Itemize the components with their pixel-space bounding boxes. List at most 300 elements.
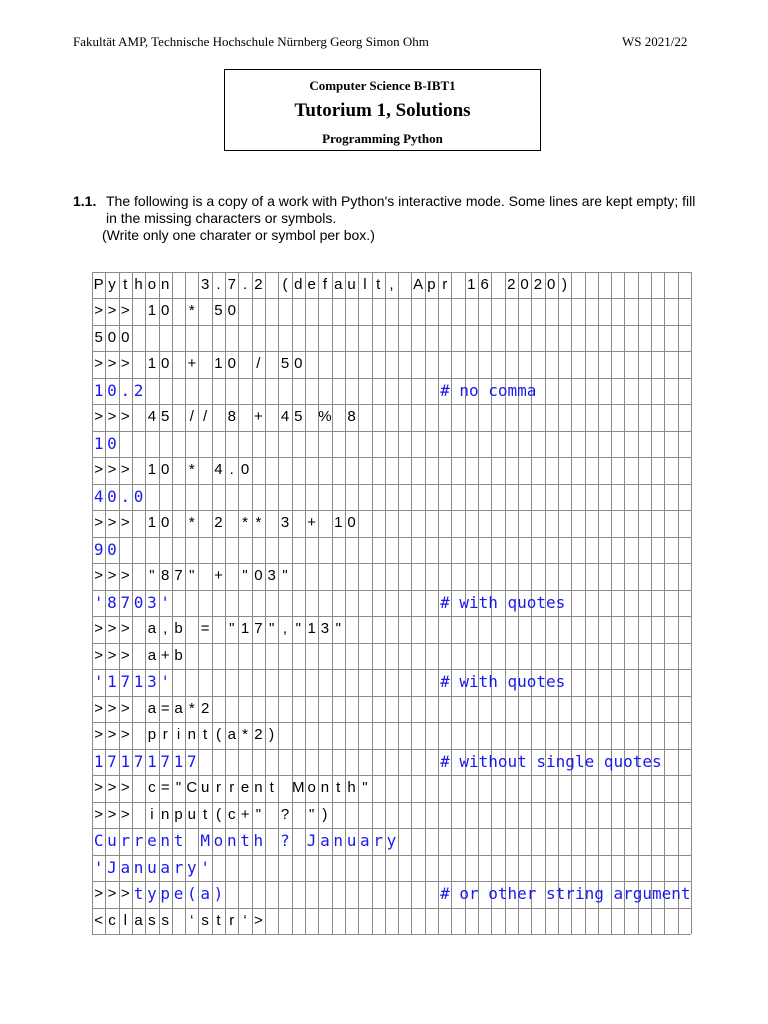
grid-char: 1 [467, 276, 476, 293]
grid-char: C [186, 779, 198, 797]
solution-char: M [200, 831, 210, 851]
grid-char: c [108, 911, 116, 929]
grid-char: p [147, 726, 157, 744]
solution-char: 1 [173, 751, 184, 771]
grid-char: 7 [227, 276, 236, 293]
grid-char: 3 [320, 620, 330, 638]
grid-char: i [176, 726, 181, 744]
grid-char: > [120, 514, 130, 532]
grid-char: b [174, 620, 183, 638]
solution-char: ' [200, 857, 210, 877]
solution-char: 1 [107, 672, 117, 692]
grid-char: ( [282, 276, 288, 293]
console-row [92, 881, 691, 907]
solution-char: 1 [93, 751, 104, 771]
grid-char: a [147, 646, 157, 664]
header-institution: Fakultät AMP, Technische Hochschule Nürnberg Georg Simon Ohm [73, 34, 429, 49]
grid-char: a [134, 911, 143, 929]
grid-char: 0 [254, 567, 263, 585]
grid-char: " [149, 567, 155, 585]
grid-char: r [442, 276, 448, 293]
solution-char: n [160, 831, 171, 851]
solution-char: C [93, 831, 104, 851]
grid-char: u [347, 276, 356, 293]
solution-char: 4 [93, 486, 104, 506]
grid-char: > [107, 805, 117, 823]
solution-char: a [360, 831, 370, 851]
grid-char: 1 [147, 302, 157, 320]
grid-char: 5 [214, 302, 223, 320]
grid-char: n [187, 726, 196, 744]
grid-char: t [376, 276, 381, 293]
document-title: Tutorium 1, Solutions [294, 100, 471, 121]
grid-char: 6 [480, 276, 489, 293]
grid-char: a [147, 699, 157, 717]
grid-char: e [240, 779, 250, 797]
grid-char: " [282, 567, 288, 585]
grid-char: " [269, 620, 275, 638]
grid-char: * [188, 461, 195, 479]
grid-char: c [148, 779, 156, 797]
grid-char: > [94, 355, 104, 373]
answer-grid [92, 272, 691, 934]
grid-char: a [334, 276, 343, 293]
grid-char: > [107, 461, 117, 479]
grid-char: 0 [161, 302, 170, 320]
grid-char: 1 [214, 355, 223, 373]
solution-char: 7 [120, 672, 131, 692]
solution-char: J [107, 857, 117, 877]
solution-char: a [160, 857, 171, 877]
solution-char: u [107, 831, 117, 851]
grid-char: " [175, 779, 182, 797]
solution-char: 0 [107, 433, 117, 453]
grid-char: " [295, 620, 301, 638]
grid-char: > [94, 461, 104, 479]
grid-char: 2 [254, 276, 263, 293]
grid-char: + [240, 805, 250, 823]
grid-char: . [242, 276, 248, 293]
grid-char: > [253, 911, 263, 929]
grid-char: " [308, 805, 315, 823]
grid-char: > [120, 726, 130, 744]
grid-char: t [123, 276, 128, 293]
grid-char: n [161, 805, 170, 823]
grid-char: o [147, 276, 157, 293]
grid-char: * [242, 514, 248, 532]
grid-char: = [160, 699, 170, 717]
solution-char: u [346, 831, 357, 851]
grid-char: * [188, 699, 195, 717]
grid-char: c [228, 805, 236, 823]
solution-char: a [120, 857, 131, 877]
grid-char: , [163, 620, 168, 638]
solution-char: . [120, 380, 131, 400]
console-row [92, 510, 691, 536]
solution-char: u [147, 857, 157, 877]
grid-char: 1 [240, 620, 250, 638]
grid-char: > [107, 726, 117, 744]
grid-char: ‘ [190, 911, 194, 929]
grid-char: > [120, 408, 130, 426]
solution-char: ' [93, 672, 104, 692]
grid-char: ( [215, 726, 221, 744]
grid-char: + [307, 514, 316, 532]
grid-char: 0 [121, 328, 130, 346]
grid-char: 0 [161, 514, 170, 532]
grid-char: r [229, 779, 235, 797]
solution-char: o [213, 831, 224, 851]
solution-char: ' [160, 672, 171, 692]
grid-char: > [94, 514, 104, 532]
grid-char: " [362, 779, 368, 797]
solution-comment: # without single quotes [440, 751, 662, 771]
solution-char: 7 [160, 751, 171, 771]
console-row [92, 298, 691, 324]
solution-row [92, 669, 691, 695]
solution-char: t [240, 831, 250, 851]
grid-char: % [318, 408, 332, 426]
grid-char: > [107, 355, 117, 373]
console-row [92, 325, 691, 351]
grid-vline [691, 272, 692, 934]
grid-char: e [307, 276, 316, 293]
solution-row [92, 749, 691, 775]
grid-char: > [94, 885, 104, 903]
grid-char: 0 [161, 355, 170, 373]
grid-char: 2 [214, 514, 223, 532]
grid-char: > [120, 567, 130, 585]
solution-char: t [133, 884, 144, 904]
solution-char: . [120, 486, 131, 506]
grid-char: > [107, 514, 117, 532]
grid-char: r [162, 726, 168, 744]
grid-char: > [94, 620, 104, 638]
solution-char: a [320, 831, 330, 851]
grid-char: > [107, 885, 117, 903]
console-row [92, 908, 691, 934]
grid-char: h [134, 276, 143, 293]
grid-char: / [203, 408, 208, 426]
document-subtitle: Programming Python [322, 131, 443, 146]
solution-char: r [173, 857, 184, 877]
solution-char: y [187, 857, 197, 877]
grid-char: 2 [507, 276, 516, 293]
console-row [92, 272, 691, 298]
grid-char: t [203, 805, 208, 823]
grid-char: 5 [161, 408, 170, 426]
grid-char: + [160, 646, 170, 664]
grid-char: / [189, 408, 194, 426]
console-row [92, 802, 691, 828]
task-note: (Write only one charater or symbol per box.) [102, 227, 375, 243]
grid-char: 0 [227, 355, 236, 373]
grid-char: > [107, 567, 117, 585]
grid-char: i [150, 805, 154, 823]
console-row [92, 563, 691, 589]
grid-char: n [161, 276, 170, 293]
solution-char: h [253, 831, 264, 851]
grid-char: h [347, 779, 356, 797]
grid-char: = [200, 620, 210, 638]
solution-char: 1 [120, 751, 131, 771]
grid-char: > [120, 779, 130, 797]
grid-char: > [94, 646, 104, 664]
grid-char: s [148, 911, 156, 929]
grid-char: 2 [533, 276, 543, 293]
grid-char: > [94, 567, 104, 585]
grid-char: 3 [280, 514, 290, 532]
solution-char: 7 [133, 751, 144, 771]
grid-char: t [336, 779, 341, 797]
solution-char: n [226, 831, 237, 851]
grid-char: . [216, 276, 221, 293]
console-row [92, 722, 691, 748]
solution-row [92, 378, 691, 404]
course-title: Computer Science B-IBT1 [309, 78, 456, 93]
console-row [92, 616, 691, 642]
solution-char: 9 [93, 539, 104, 559]
solution-char: ( [187, 884, 197, 904]
console-row [92, 404, 691, 430]
grid-char: / [256, 355, 261, 373]
grid-char: " [242, 567, 248, 585]
console-row [92, 643, 691, 669]
console-row [92, 457, 691, 483]
grid-char: o [307, 779, 316, 797]
solution-char: 0 [133, 592, 144, 612]
console-row [92, 775, 691, 801]
grid-char: u [187, 805, 196, 823]
grid-char: > [94, 302, 104, 320]
grid-char: , [282, 620, 288, 638]
grid-char: * [242, 726, 248, 744]
solution-char: r [373, 831, 383, 851]
grid-char: 5 [294, 408, 303, 426]
grid-char: a [227, 726, 236, 744]
grid-char: 2 [254, 726, 263, 744]
grid-char: > [107, 408, 117, 426]
grid-char: r [215, 779, 221, 797]
grid-char: > [120, 646, 130, 664]
task-instructions: The following is a copy of a work with Python's interactive mode. Some lines are kept empty; fill in the missing characters or symbols. [106, 193, 696, 226]
grid-char: = [160, 779, 170, 797]
grid-char: 0 [294, 355, 303, 373]
grid-char: 0 [520, 276, 529, 293]
solution-char: 3 [147, 592, 157, 612]
grid-char: ( [215, 805, 221, 823]
grid-char: t [269, 779, 274, 797]
grid-char: p [427, 276, 436, 293]
grid-char: > [94, 779, 104, 797]
grid-char: , [389, 276, 394, 293]
grid-char: 1 [334, 514, 343, 532]
solution-char: e [147, 831, 157, 851]
grid-char: > [120, 805, 130, 823]
grid-char: 8 [227, 408, 236, 426]
grid-char: > [94, 805, 104, 823]
solution-row [92, 855, 691, 881]
grid-char: 7 [174, 567, 183, 585]
grid-char: * [188, 302, 195, 320]
grid-char: > [120, 461, 130, 479]
solution-char: 0 [107, 539, 117, 559]
grid-char: 0 [107, 328, 117, 346]
grid-char: 0 [240, 461, 250, 479]
grid-char: a [147, 620, 157, 638]
solution-char: J [306, 831, 317, 851]
solution-char: n [333, 831, 344, 851]
solution-char: ' [93, 857, 104, 877]
grid-char: > [94, 699, 104, 717]
solution-char: ? [280, 831, 290, 851]
title-box [224, 69, 541, 151]
task-number: 1.1. [73, 193, 97, 209]
solution-row [92, 590, 691, 616]
grid-char: > [120, 620, 130, 638]
solution-char: ' [93, 592, 104, 612]
grid-char: 8 [347, 408, 356, 426]
solution-comment: # or other string argument [440, 884, 691, 904]
solution-row [92, 431, 691, 457]
grid-char: s [161, 911, 169, 929]
solution-char: 7 [107, 751, 117, 771]
grid-char: " [255, 805, 262, 823]
grid-char: 7 [254, 620, 263, 638]
grid-char: r [229, 911, 235, 929]
grid-char: A [413, 276, 424, 293]
grid-char: 8 [161, 567, 170, 585]
grid-char: > [107, 302, 117, 320]
grid-char: > [107, 699, 117, 717]
grid-char: d [294, 276, 303, 293]
grid-char: n [254, 779, 263, 797]
solution-char: 0 [107, 486, 117, 506]
console-row [92, 351, 691, 377]
grid-char: 1 [147, 461, 157, 479]
solution-char: e [173, 884, 184, 904]
grid-char: ) [322, 805, 328, 823]
solution-char: 0 [133, 486, 144, 506]
grid-char: > [94, 726, 104, 744]
grid-char: l [123, 911, 127, 929]
grid-char: t [216, 911, 221, 929]
solution-char: 2 [133, 380, 144, 400]
grid-char: + [253, 408, 263, 426]
grid-char: 3 [267, 567, 276, 585]
grid-char: 4 [280, 408, 290, 426]
grid-char: a [174, 699, 183, 717]
solution-char: ) [213, 884, 224, 904]
console-row [92, 696, 691, 722]
grid-char: . [229, 461, 234, 479]
grid-char: b [174, 646, 183, 664]
grid-char: * [188, 514, 195, 532]
grid-char: 4 [147, 408, 157, 426]
solution-char: t [173, 831, 184, 851]
grid-char: y [108, 276, 116, 293]
solution-char: a [200, 884, 210, 904]
grid-char: 2 [200, 699, 210, 717]
grid-char: 1 [147, 514, 157, 532]
grid-char: ) [562, 276, 568, 293]
grid-char: < [94, 911, 104, 929]
grid-char: " [189, 567, 195, 585]
solution-char: n [133, 857, 144, 877]
grid-char: + [214, 567, 223, 585]
grid-char: > [107, 620, 117, 638]
grid-char: 0 [347, 514, 356, 532]
solution-char: r [120, 831, 131, 851]
grid-char: 5 [94, 328, 103, 346]
grid-hline [92, 934, 691, 935]
grid-char: s [201, 911, 209, 929]
grid-char: 4 [214, 461, 223, 479]
solution-char: y [386, 831, 397, 851]
grid-char: * [255, 514, 262, 532]
solution-char: y [147, 884, 157, 904]
grid-char: 0 [161, 461, 170, 479]
grid-char: 1 [307, 620, 316, 638]
solution-char: 7 [187, 751, 197, 771]
grid-char: > [120, 302, 130, 320]
solution-char: 1 [93, 380, 104, 400]
grid-char: > [94, 408, 104, 426]
grid-char: > [120, 885, 130, 903]
grid-char: > [120, 699, 130, 717]
grid-char: t [203, 726, 208, 744]
grid-char: ? [280, 805, 290, 823]
grid-char: n [320, 779, 330, 797]
solution-char: r [133, 831, 144, 851]
solution-char: 3 [147, 672, 157, 692]
solution-row [92, 828, 691, 854]
grid-char: > [107, 779, 117, 797]
solution-comment: # no comma [440, 380, 537, 400]
grid-char: > [107, 646, 117, 664]
solution-char: 1 [93, 433, 104, 453]
grid-char: 3 [200, 276, 210, 293]
grid-char: + [187, 355, 197, 373]
grid-char: 1 [147, 355, 157, 373]
solution-char: 0 [107, 380, 117, 400]
solution-comment: # with quotes [440, 672, 566, 692]
grid-char: u [200, 779, 210, 797]
header-semester: WS 2021/22 [622, 34, 688, 49]
solution-char: ' [160, 592, 171, 612]
solution-row [92, 484, 691, 510]
grid-char: M [292, 779, 305, 797]
grid-char: " [335, 620, 341, 638]
grid-char: 5 [280, 355, 290, 373]
grid-char: f [322, 276, 328, 293]
solution-char: 1 [133, 672, 144, 692]
grid-char: 0 [547, 276, 556, 293]
solution-char: 8 [107, 592, 117, 612]
grid-char: P [93, 276, 104, 293]
grid-char: > [120, 355, 130, 373]
solution-row [92, 537, 691, 563]
solution-char: 7 [120, 592, 131, 612]
solution-char: 1 [147, 751, 157, 771]
grid-char: p [174, 805, 183, 823]
grid-char: ) [269, 726, 275, 744]
grid-char: 0 [227, 302, 236, 320]
grid-char: " [229, 620, 235, 638]
grid-char: l [363, 276, 367, 293]
solution-char: p [160, 884, 171, 904]
solution-comment: # with quotes [440, 592, 566, 612]
